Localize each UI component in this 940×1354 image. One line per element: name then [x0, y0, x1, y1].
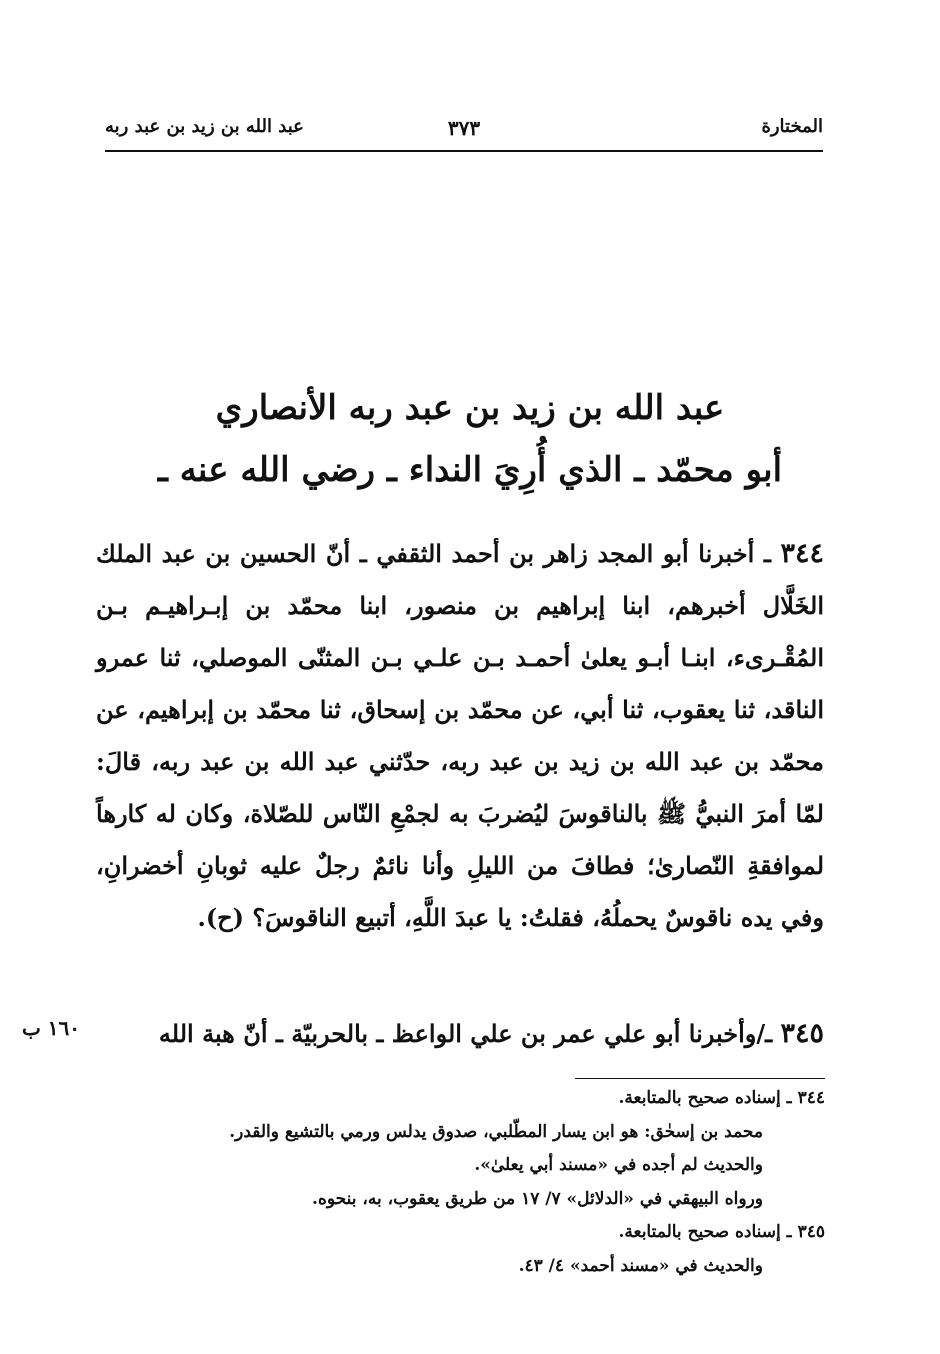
header-section-title: عبد الله بن زيد بن عبد ربه — [105, 116, 304, 137]
footnote-rule — [575, 1078, 825, 1079]
footnote-line: والحديث في «مسند أحمد» ٤/ ٤٣. — [518, 1255, 763, 1276]
hadith-number: ٣٤٤ — [780, 538, 824, 569]
footnotes — [150, 1082, 825, 1283]
hadith-344 — [96, 528, 824, 944]
footnote-line: والحديث لم أجده في «مسند أبي يعلىٰ». — [474, 1155, 763, 1175]
running-header — [105, 116, 823, 148]
header-page-number: ٣٧٣ — [447, 116, 481, 140]
footnote-line: ٣٤٤ ـ إسناده صحيح بالمتابعة. — [618, 1088, 825, 1108]
chapter-subtitle: أبو محمّد ـ الذي أُرِيَ النداء ـ رضي الله عنه ـ — [157, 450, 783, 490]
header-rule — [105, 150, 823, 152]
footnote-line: محمد بن إسحٰق: هو ابن يسار المطّلبي، صدوق يدلس ورمي بالتشيع والقدر. — [229, 1121, 763, 1142]
footnote-line: ٣٤٥ ـ إسناده صحيح بالمتابعة. — [618, 1222, 825, 1242]
header-book-title: المختارة — [761, 116, 823, 137]
chapter-title: عبد الله بن زيد بن عبد ربه الأنصاري — [215, 388, 725, 428]
hadith-345 — [96, 1008, 824, 1060]
hadith-text: ـ/وأخبرنا أبو علي عمر بن علي الواعظ ـ بالحربيّة ـ أنّ هبة الله — [158, 1019, 773, 1048]
hadith-paragraph — [96, 528, 824, 944]
hadith-text: ـ أخبرنا أبو المجد زاهر بن أحمد الثقفي ـ أنّ الحسين بن عبد الملك الخَلَّال أخبرهم، ابنا إبراهيم بن منصور، ابنا محمّد بن إبـراهيـم بـن المُقْـرىء، ابنـا أبـو يعلىٰ أحمـد بـن علـي بـن المثنّى الموصلي، ثنا عمرو الناقد، ثنا يعقوب، ثنا أبي، عن محمّد بن إسحاق، ثنا محمّد بن إبراهيم، عن محمّد بن عبد الله بن زيد بن عبد ربه، حدّثني عبد الله بن عبد ربه، قالَ: لمّا أمرَ النبيُّ ﷺ بالناقوسَ ليُضربَ به لجمْعِ النّاس للصّلاة، وكان له كارهاً لموافقةِ النّصارىٰ؛ فطافَ من الليلِ وأنا نائمٌ رجلٌ عليه ثوبانِ أخضرانِ، وفي يده ناقوسٌ يحملُهُ، فقلتُ: يا عبدَ اللَّهِ، أتبيع الناقوسَ؟ (ح). — [96, 539, 824, 932]
hadith-number: ٣٤٥ — [780, 1018, 824, 1049]
manuscript-folio-note: ١٦٠ ب — [21, 1016, 80, 1040]
footnote-line: ورواه البيهقي في «الدلائل» ٧/ ١٧ من طريق يعقوب، به، بنحوه. — [312, 1188, 763, 1209]
